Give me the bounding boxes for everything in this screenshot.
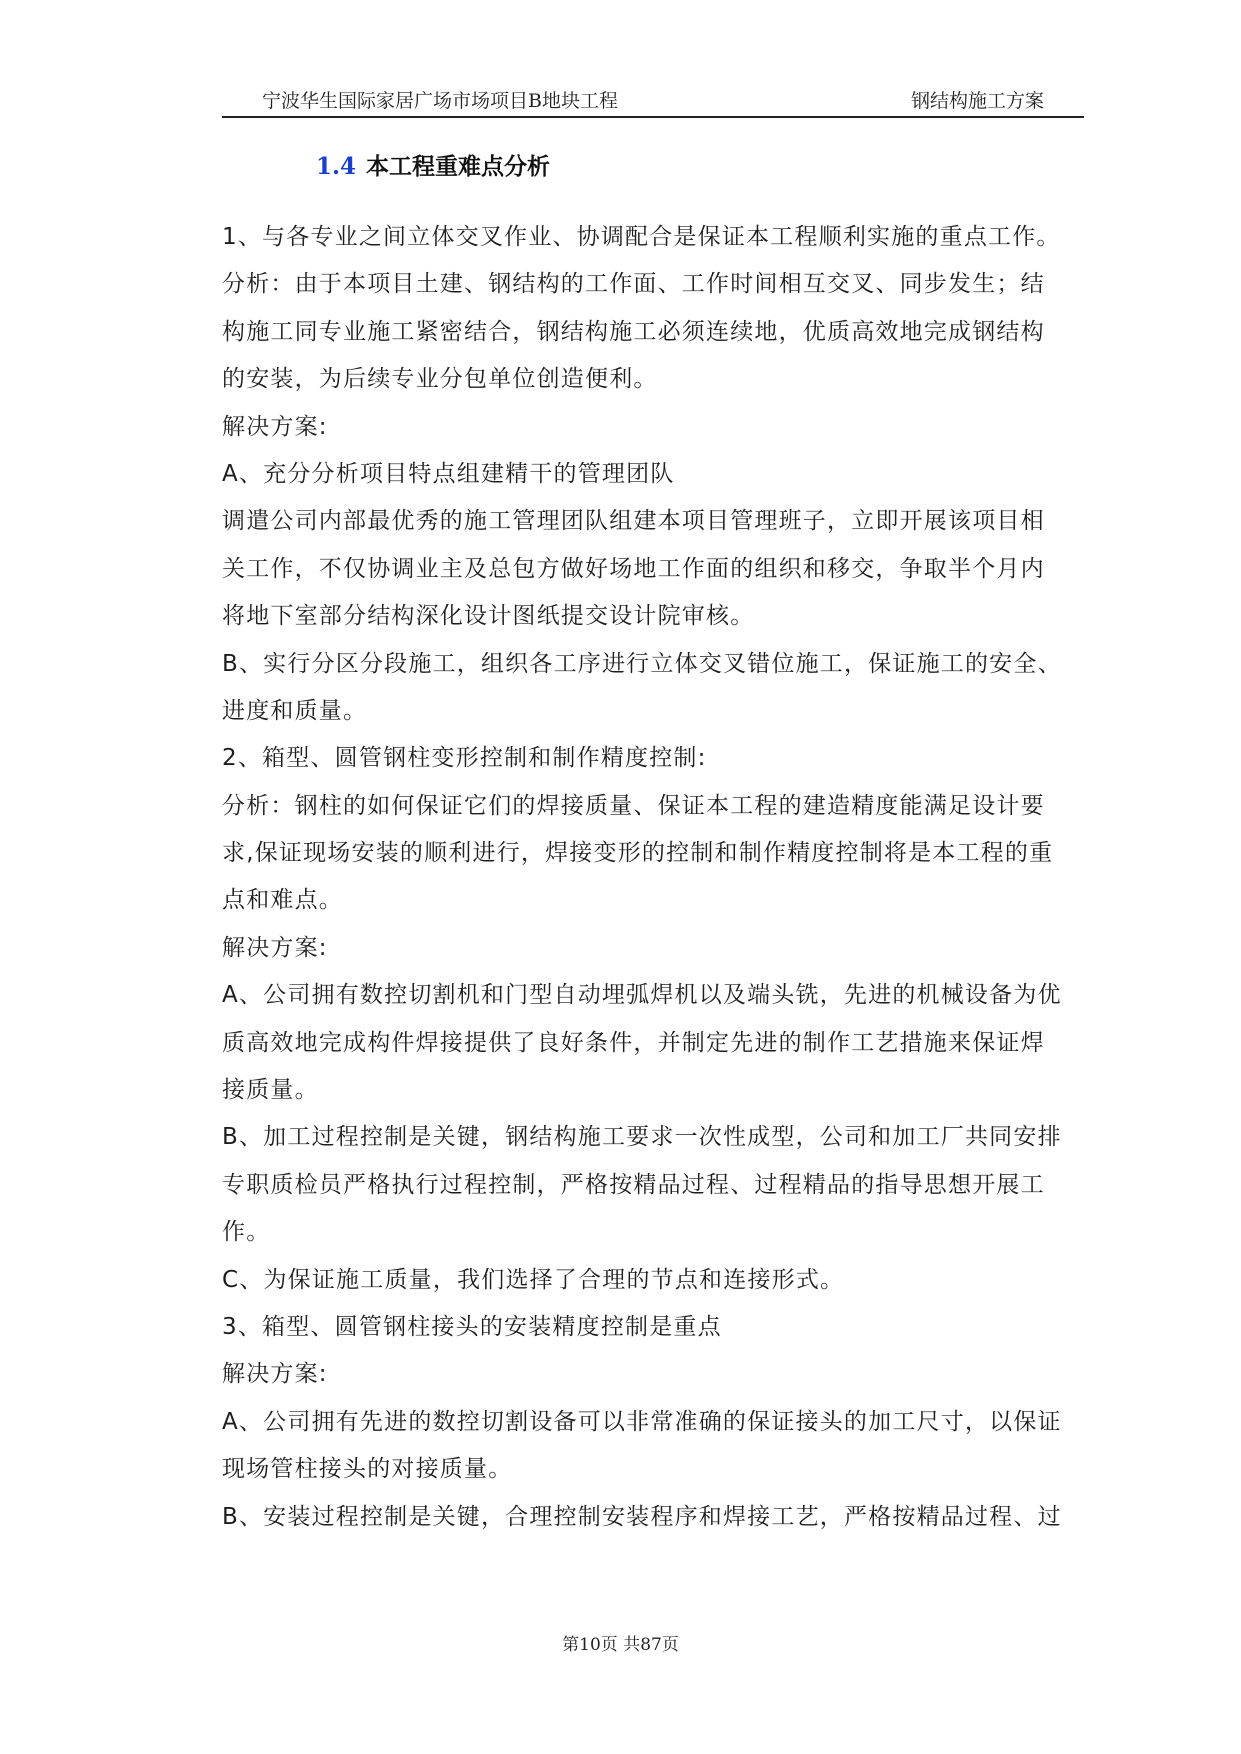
text-line: 3、箱型、圆管钢柱接头的安装精度控制是重点 — [222, 1313, 722, 1340]
section-title: 本工程重难点分析 — [366, 154, 551, 180]
text-line: B、加工过程控制是关键，钢结构施工要求一次性成型，公司和加工厂共同安排 — [222, 1124, 1062, 1151]
text-line: A、公司拥有数控切割机和门型自动埋弧焊机以及端头铣，先进的机械设备为优 — [222, 982, 1062, 1009]
text-line: 解决方案: — [222, 413, 328, 440]
text-line: 专职质检员严格执行过程控制，严格按精品过程、过程精品的指导思想开展工 — [222, 1171, 1045, 1198]
page-header — [222, 86, 1084, 118]
text-line: 1、与各专业之间立体交叉作业、协调配合是保证本工程顺利实施的重点工作。 — [222, 224, 1061, 250]
text-line: C、为保证施工质量，我们选择了合理的节点和连接形式。 — [222, 1266, 845, 1293]
body-text — [222, 214, 1084, 1541]
text-line: B、实行分区分段施工，组织各工序进行立体交叉错位施工，保证施工的安全、 — [222, 650, 1062, 677]
text-line: 点和难点。 — [222, 887, 343, 914]
text-line: 现场管柱接头的对接质量。 — [222, 1456, 513, 1483]
section-number: 1.4 — [316, 153, 357, 180]
header-document-title: 钢结构施工方案 — [910, 90, 1044, 112]
text-line: 的安装，为后续专业分包单位创造便利。 — [222, 366, 658, 393]
text-line: 解决方案: — [222, 934, 328, 961]
text-line: A、充分分析项目特点组建精干的管理团队 — [222, 460, 675, 487]
text-line: A、公司拥有先进的数控切割设备可以非常准确的保证接头的加工尺寸，以保证 — [222, 1408, 1062, 1435]
text-line: 作。 — [222, 1219, 271, 1246]
text-line: 构施工同专业施工紧密结合，钢结构施工必须连续地，优质高效地完成钢结构 — [222, 318, 1045, 345]
text-line: 2、箱型、圆管钢柱变形控制和制作精度控制: — [222, 745, 707, 772]
text-line: 质高效地完成构件焊接提供了良好条件，并制定先进的制作工艺措施来保证焊 — [222, 1029, 1045, 1056]
text-line: 求,保证现场安装的顺利进行，焊接变形的控制和制作精度控制将是本工程的重 — [222, 840, 1054, 867]
text-line: 分析：由于本项目土建、钢结构的工作面、工作时间相互交叉、同步发生；结 — [222, 271, 1045, 298]
text-line: 接质量。 — [222, 1077, 319, 1104]
section-heading — [316, 148, 550, 181]
text-line: 关工作，不仅协调业主及总包方做好场地工作面的组织和移交，争取半个月内 — [222, 555, 1045, 582]
page-footer: 第10页 共87页 — [562, 1635, 679, 1655]
text-line: 分析：钢柱的如何保证它们的焊接质量、保证本工程的建造精度能满足设计要 — [222, 792, 1045, 819]
text-line: 调遣公司内部最优秀的施工管理团队组建本项目管理班子，立即开展该项目相 — [222, 508, 1045, 535]
text-line: B、安装过程控制是关键，合理控制安装程序和焊接工艺，严格按精品过程、过 — [222, 1503, 1062, 1530]
text-line: 解决方案: — [222, 1361, 328, 1388]
text-line: 进度和质量。 — [222, 697, 368, 724]
text-line: 将地下室部分结构深化设计图纸提交设计院审核。 — [222, 603, 755, 630]
header-project-name: 宁波华生国际家居广场市场项目B地块工程 — [262, 90, 618, 112]
